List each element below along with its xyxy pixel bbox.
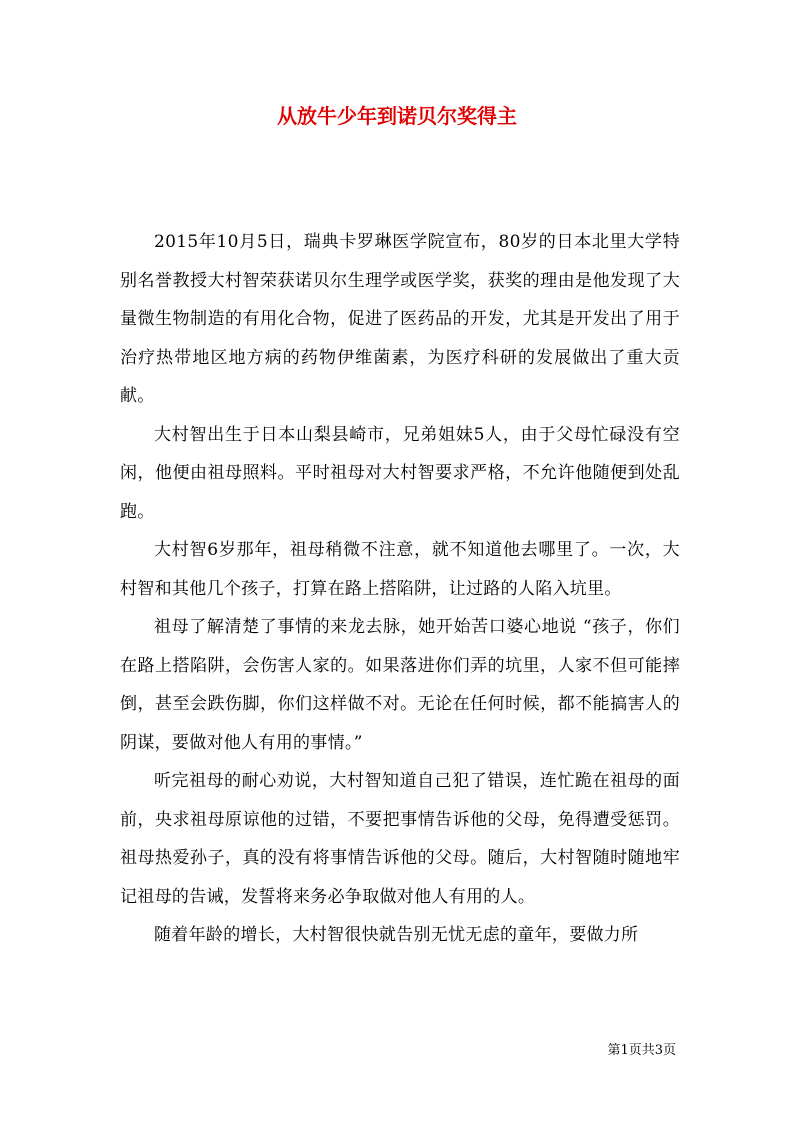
paragraph-5: 听完祖母的耐心劝说，大村智知道自己犯了错误，连忙跪在祖母的面前，央求祖母原谅他的过错，不要把事情告诉他的父母，免得遭受惩罚。祖母热爱孙子，真的没有将事情告诉他的父母。随后，大村智随时随地牢记祖母的告诫，发誓将来务必争取做对他人有用的人。	[120, 771, 680, 907]
paragraph-1: 2015年10月5日，瑞典卡罗琳医学院宣布，80岁的日本北里大学特别名誉教授大村智荣获诺贝尔生理学或医学奖，获奖的理由是他发现了大量微生物制造的有用化合物，促进了医药品的开发，尤其是开发出了用于治疗热带地区地方病的药物伊维菌素，为医疗科研的发展做出了重大贡献。	[120, 232, 680, 406]
paragraph-3: 大村智6岁那年，祖母稍微不注意，就不知道他去哪里了。一次，大村智和其他几个孩子，打算在路上搭陷阱，让过路的人陷入坑里。	[120, 540, 680, 599]
paragraph-2: 大村智出生于日本山梨县崎市，兄弟姐妹5人，由于父母忙碌没有空闲，他便由祖母照料。平时祖母对大村智要求严格，不允许他随便到处乱跑。	[120, 424, 680, 522]
paragraph-6: 随着年龄的增长，大村智很快就告别无忧无虑的童年，要做力所	[154, 925, 639, 945]
page-number-footer: 第1页共3页	[607, 1043, 676, 1058]
paragraph-4: 祖母了解清楚了事情的来龙去脉，她开始苦口婆心地说 “孩子，你们在路上搭陷阱，会伤害人家的。如果落进你们弄的坑里，人家不但可能摔倒，甚至会跌伤脚，你们这样做不对。无论在任何时候，都不能搞害人的阴谋，要做对他人有用的事情。”	[120, 617, 680, 753]
document-title: 从放牛少年到诺贝尔奖得主	[277, 104, 517, 128]
document-body	[120, 223, 680, 955]
